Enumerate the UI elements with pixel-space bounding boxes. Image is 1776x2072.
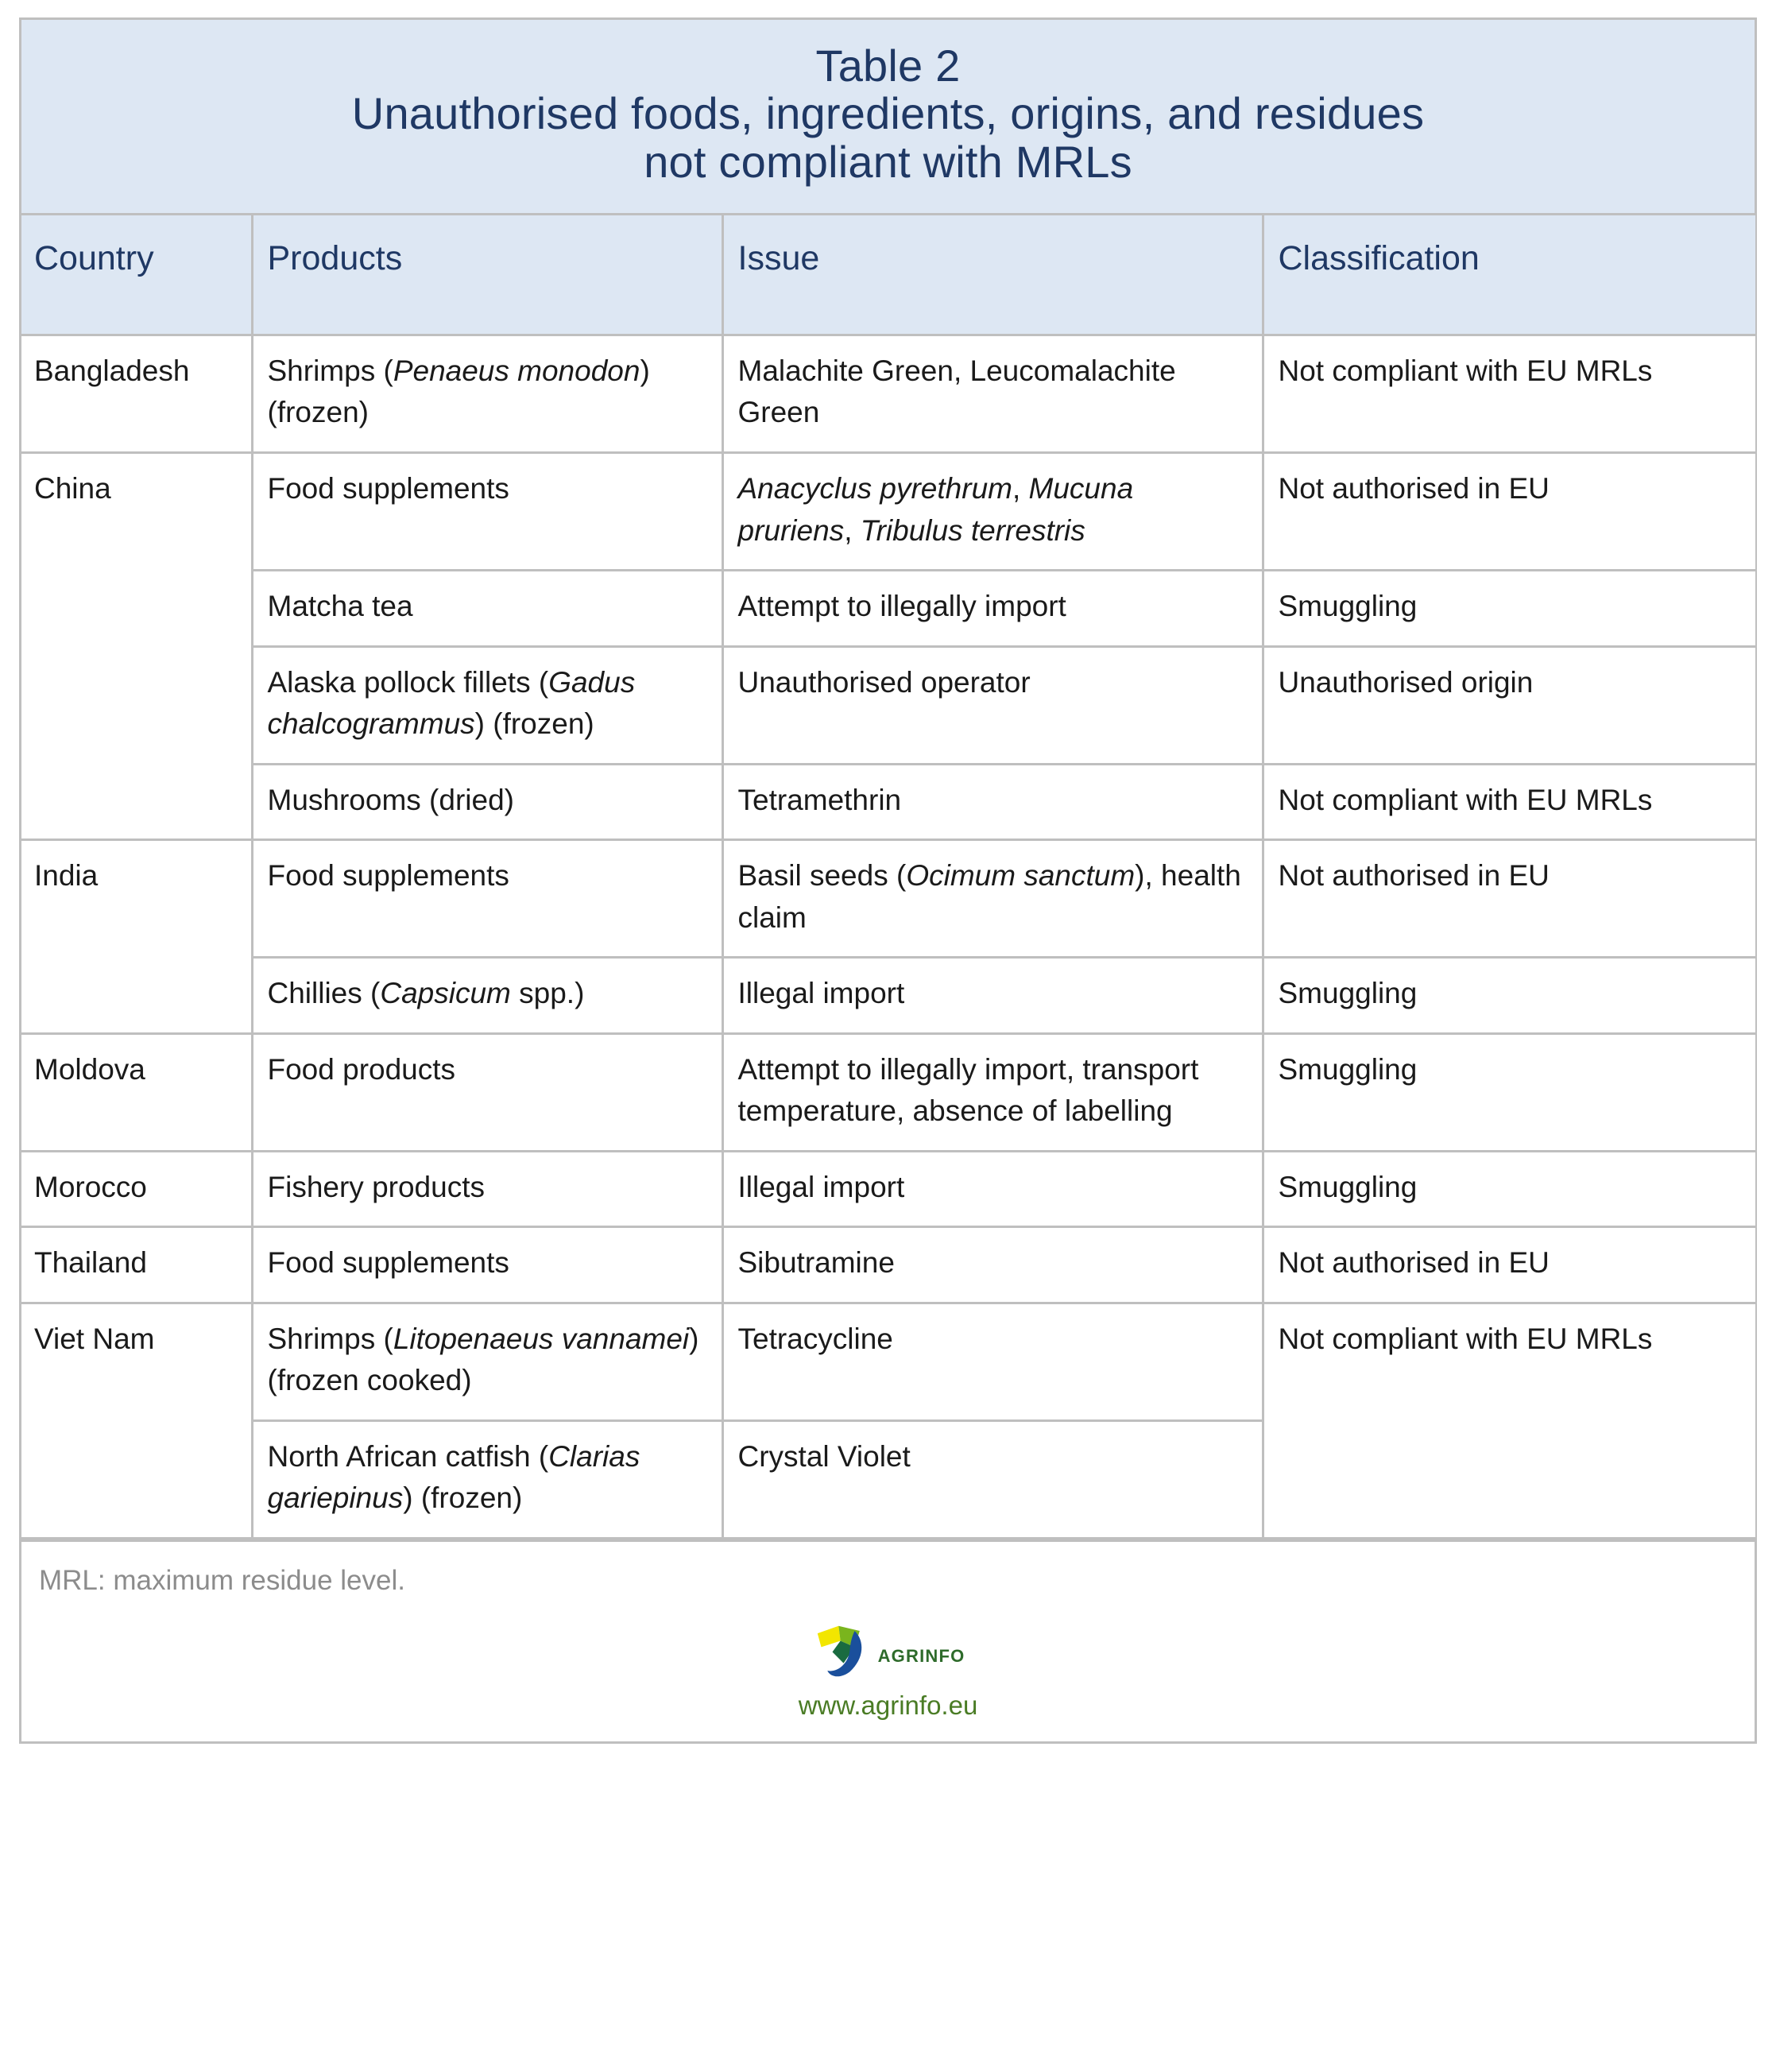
cell-product [252, 1303, 722, 1420]
product-text-post: ) (frozen cooked) [267, 1322, 699, 1397]
product-text-pre: Shrimps ( [267, 354, 393, 387]
agrinfo-logo [811, 1620, 965, 1682]
cell-classification: Not authorised in EU [1263, 1227, 1755, 1303]
table-caption-line2: not compliant with MRLs [644, 136, 1132, 187]
cell-product: Fishery products [252, 1151, 722, 1227]
cell-issue [722, 840, 1263, 958]
table-row [21, 571, 1755, 647]
cell-product: Food supplements [252, 840, 722, 958]
cell-product [252, 335, 722, 452]
table-row [21, 958, 1755, 1034]
table-row [21, 764, 1755, 840]
table-row [21, 1033, 1755, 1151]
product-text-pre: Chillies ( [267, 977, 381, 1010]
product-scientific-name: Clarias gariepinus [267, 1439, 640, 1515]
issue-text-pre: Basil seeds ( [737, 859, 907, 893]
table-caption-line1: Unauthorised foods, ingredients, origins, and residues [351, 88, 1425, 139]
cell-product: Mushrooms (dried) [252, 764, 722, 840]
agrinfo-url[interactable]: www.agrinfo.eu [798, 1690, 978, 1720]
cell-product [252, 958, 722, 1034]
product-text-post: ) (frozen) [474, 707, 594, 741]
cell-classification: Smuggling [1263, 1151, 1755, 1227]
product-text-post: ) (frozen) [403, 1481, 523, 1515]
brand-block [39, 1620, 1737, 1722]
issue-scientific-name-3: Tribulus terrestris [860, 513, 1085, 547]
cell-product: Food products [252, 1033, 722, 1151]
product-text-pre: Shrimps ( [267, 1322, 393, 1355]
issue-text-post: ), health claim [737, 859, 1241, 934]
cell-issue: Tetramethrin [722, 764, 1263, 840]
product-text-post: spp.) [510, 977, 585, 1010]
product-scientific-name: Litopenaeus vannamei [393, 1322, 690, 1355]
cell-product [252, 646, 722, 764]
agrinfo-wordmark: AGRINFO [877, 1645, 965, 1666]
column-header-country: Country [21, 215, 252, 335]
product-text-pre: Alaska pollock fillets ( [267, 665, 549, 699]
data-table [21, 215, 1755, 1539]
table-row [21, 335, 1755, 452]
cell-classification: Smuggling [1263, 571, 1755, 647]
table-header-row [21, 215, 1755, 335]
cell-country: Moldova [21, 1033, 252, 1151]
cell-issue: Unauthorised operator [722, 646, 1263, 764]
cell-country: China [21, 452, 252, 839]
cell-product [252, 1420, 722, 1538]
table-row [21, 1227, 1755, 1303]
cell-classification: Smuggling [1263, 1033, 1755, 1151]
cell-country: Bangladesh [21, 335, 252, 452]
cell-product: Food supplements [252, 1227, 722, 1303]
column-header-products: Products [252, 215, 722, 335]
cell-classification: Not authorised in EU [1263, 840, 1755, 958]
issue-scientific-name-2: Mucuna pruriens [737, 471, 1134, 547]
footnote-abbreviation: MRL: maximum residue level. [39, 1565, 405, 1596]
cell-issue: Attempt to illegally import, transport temperature, absence of labelling [722, 1033, 1263, 1151]
cell-issue: Malachite Green, Leucomalachite Green [722, 335, 1263, 452]
cell-issue: Crystal Violet [722, 1420, 1263, 1538]
cell-issue: Attempt to illegally import [722, 571, 1263, 647]
column-header-issue: Issue [722, 215, 1263, 335]
table-row [21, 840, 1755, 958]
issue-separator-1: , [1012, 471, 1029, 505]
table-row [21, 1151, 1755, 1227]
product-scientific-name: Capsicum [380, 977, 511, 1010]
cell-product: Food supplements [252, 452, 722, 570]
cell-classification: Smuggling [1263, 958, 1755, 1034]
cell-country: Morocco [21, 1151, 252, 1227]
cell-issue: Illegal import [722, 958, 1263, 1034]
cell-classification: Not compliant with EU MRLs [1263, 764, 1755, 840]
issue-separator-2: , [844, 513, 861, 547]
product-scientific-name: Penaeus monodon [393, 354, 640, 387]
issue-scientific-name-1: Anacyclus pyrethrum [737, 471, 1012, 505]
table-row [21, 452, 1755, 570]
agrinfo-leaf-icon [811, 1620, 873, 1682]
cell-country: Thailand [21, 1227, 252, 1303]
issue-scientific-name: Ocimum sanctum [906, 859, 1136, 893]
cell-classification: Unauthorised origin [1263, 646, 1755, 764]
table-row [21, 646, 1755, 764]
product-text-pre: North African catfish ( [267, 1439, 549, 1473]
table-number: Table 2 [815, 41, 961, 91]
product-text-post: ) (frozen) [267, 354, 650, 429]
cell-classification: Not compliant with EU MRLs [1263, 335, 1755, 452]
table-title-band [21, 20, 1755, 215]
cell-country: India [21, 840, 252, 1034]
table-footer [21, 1539, 1755, 1741]
cell-issue: Tetracycline [722, 1303, 1263, 1420]
column-header-classification: Classification [1263, 215, 1755, 335]
cell-issue: Illegal import [722, 1151, 1263, 1227]
cell-country: Viet Nam [21, 1303, 252, 1538]
cell-product: Matcha tea [252, 571, 722, 647]
cell-classification: Not authorised in EU [1263, 452, 1755, 570]
table-container [19, 17, 1757, 1744]
table-row [21, 1303, 1755, 1420]
product-scientific-name: Gadus chalcogrammus [267, 665, 636, 741]
cell-issue: Sibutramine [722, 1227, 1263, 1303]
cell-issue [722, 452, 1263, 570]
cell-classification: Not compliant with EU MRLs [1263, 1303, 1755, 1538]
